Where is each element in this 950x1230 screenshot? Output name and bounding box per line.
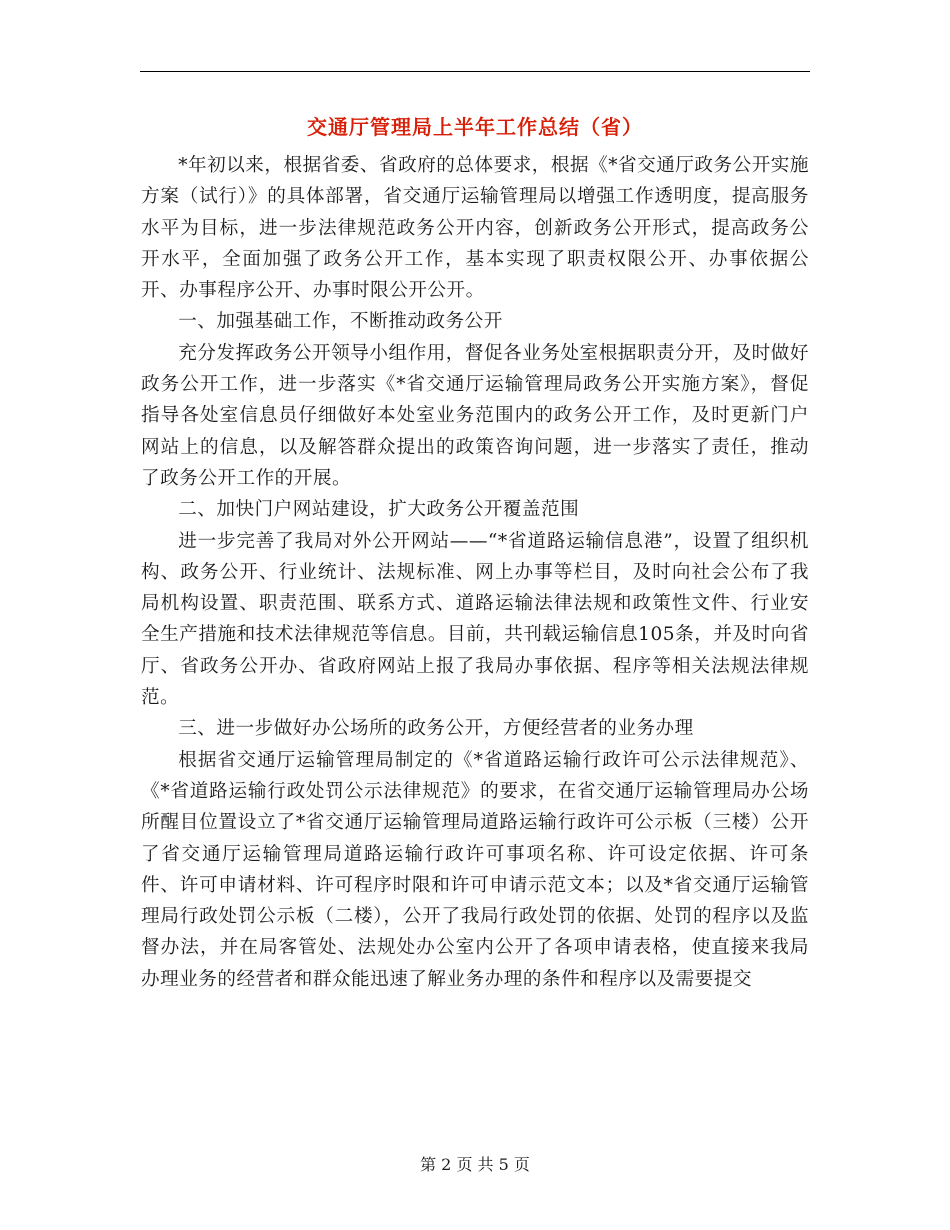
section-1-heading: 一、加强基础工作，不断推动政务公开 bbox=[178, 311, 503, 333]
section-1-paragraph: 充分发挥政务公开领导小组作用，督促各业务处室根据职责分开，及时做好政务公开工作，进一步落实《*省交通厅运输管理局政务公开实施方案》，督促指导各处室信息员仔细做好本处室业务范围内的政务公开工作，及时更新门户网站上的信息，以及解答群众提出的政策咨询问题，进一步落实了责任，推动了政务公开工作的开展。 bbox=[141, 342, 809, 489]
document-title: 交通厅管理局上半年工作总结（省） bbox=[307, 115, 643, 139]
document-body bbox=[141, 150, 809, 995]
section-3-paragraph: 根据省交通厅运输管理局制定的《*省道路运输行政许可公示法律规范》、《*省道路运输行政处罚公示法律规范》的要求，在省交通厅运输管理局办公场所醒目位置设立了*省交通厅运输管理局道路运输行政许可公示板（三楼）公开了省交通厅运输管理局道路运输行政许可事项名称、许可设定依据、许可条件、许可申请材料、许可程序时限和许可申请示范文本；以及*省交通厅运输管理局行政处罚公示板（二楼），公开了我局行政处罚的依据、处罚的程序以及监督办法，并在局客管处、法规处办公室内公开了各项申请表格，使直接来我局办理业务的经营者和群众能迅速了解业务办理的条件和程序以及需要提交 bbox=[141, 749, 809, 990]
page-number: 第 2 页 共 5 页 bbox=[420, 1155, 530, 1174]
intro-paragraph: *年初以来，根据省委、省政府的总体要求，根据《*省交通厅政务公开实施方案（试行）》的具体部署，省交通厅运输管理局以增强工作透明度，提高服务水平为目标，进一步法律规范政务公开内容，创新政务公开形式，提高政务公开水平，全面加强了政务公开工作，基本实现了职责权限公开、办事依据公开、办事程序公开、办事时限公开公开。 bbox=[141, 155, 809, 302]
section-3-heading: 三、进一步做好办公场所的政务公开，方便经营者的业务办理 bbox=[178, 718, 694, 740]
section-2-heading: 二、加快门户网站建设，扩大政务公开覆盖范围 bbox=[178, 499, 580, 521]
section-2-paragraph: 进一步完善了我局对外公开网站——“*省道路运输信息港”，设置了组织机构、政务公开、行业统计、法规标准、网上办事等栏目，及时向社会公布了我局机构设置、职责范围、联系方式、道路运输法律法规和政策性文件、行业安全生产措施和技术法律规范等信息。目前，共刊载运输信息105条，并及时向省厅、省政务公开办、省政府网站上报了我局办事依据、程序等相关法规法律规范。 bbox=[141, 530, 809, 709]
header-rule bbox=[140, 71, 810, 72]
